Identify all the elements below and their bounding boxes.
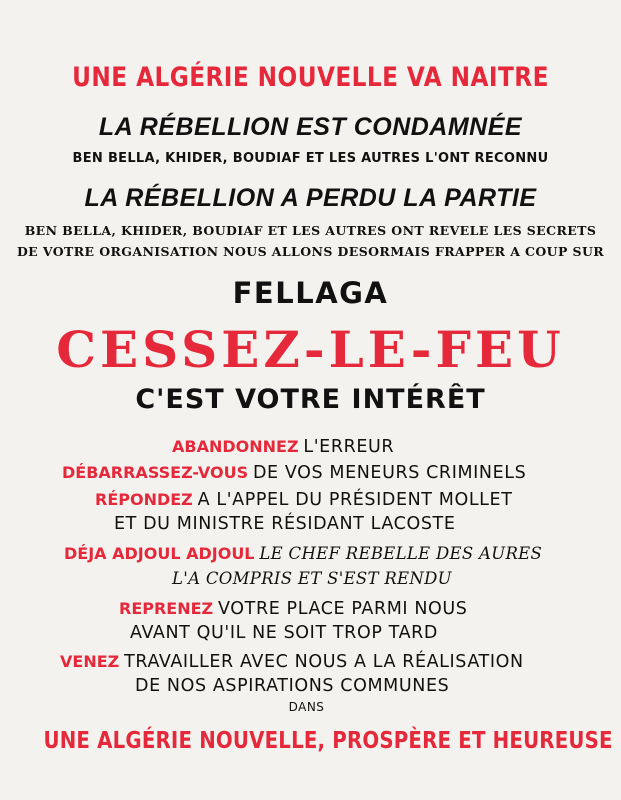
interet-heading: C'EST VOTRE INTÉRÊT (135, 384, 486, 415)
appeal-venez (60, 651, 524, 672)
subline-recognized: BEN BELLA, KHIDER, BOUDIAF ET LES AUTRES L'ONT RECONNU (72, 151, 549, 166)
appeal-repondez-continuation: ET DU MINISTRE RÉSIDANT LACOSTE (114, 514, 456, 534)
fellaga-heading: FELLAGA (232, 276, 389, 310)
cessez-le-feu-heading: CESSEZ-LE-FEU (56, 320, 565, 379)
appeal-reprenez (119, 598, 468, 619)
appeal-keyword: DÉJA ADJOUL ADJOUL (64, 544, 255, 563)
appeal-text: A L'APPEL DU PRÉSIDENT MOLLET (197, 490, 513, 510)
appeal-adjoul-continuation: L'A COMPRIS ET S'EST RENDU (172, 569, 452, 588)
appeal-keyword: RÉPONDEZ (95, 490, 193, 509)
headline-new-algeria: UNE ALGÉRIE NOUVELLE VA NAITRE (72, 62, 549, 93)
appeal-repondez (95, 489, 512, 510)
subline-secrets-2: DE VOTRE ORGANISATION NOUS ALLONS DESORMAIS FRAPPER A COUP SUR (16, 244, 605, 259)
appeal-text: VOTRE PLACE PARMI NOUS (218, 599, 468, 619)
appeal-text: TRAVAILLER AVEC NOUS A LA RÉALISATION (124, 652, 524, 672)
appeal-abandonnez (172, 436, 394, 457)
appeal-keyword: ABANDONNEZ (172, 437, 299, 456)
dans-label: DANS (288, 700, 325, 714)
final-slogan: UNE ALGÉRIE NOUVELLE, PROSPÈRE ET HEUREUSE (43, 728, 613, 754)
headline-rebellion-lost: LA RÉBELLION A PERDU LA PARTIE (84, 184, 537, 212)
appeal-reprenez-continuation: AVANT QU'IL NE SOIT TROP TARD (130, 623, 438, 643)
subline-secrets-1: BEN BELLA, KHIDER, BOUDIAF ET LES AUTRES ONT REVELE LES SECRETS (24, 223, 597, 238)
appeal-adjoul (64, 543, 542, 564)
headline-rebellion-condemned: LA RÉBELLION EST CONDAMNÉE (98, 113, 523, 141)
appeal-venez-continuation: DE NOS ASPIRATIONS COMMUNES (135, 676, 450, 696)
appeal-text: DE VOS MENEURS CRIMINELS (252, 463, 527, 483)
appeal-text: L'ERREUR (303, 437, 395, 457)
appeal-keyword: VENEZ (60, 652, 120, 671)
appeal-debarrassez (62, 462, 526, 483)
appeal-keyword: REPRENEZ (119, 599, 214, 618)
appeal-text: LE CHEF REBELLE DES AURES (259, 544, 543, 563)
appeal-keyword: DÉBARRASSEZ-VOUS (62, 463, 249, 482)
